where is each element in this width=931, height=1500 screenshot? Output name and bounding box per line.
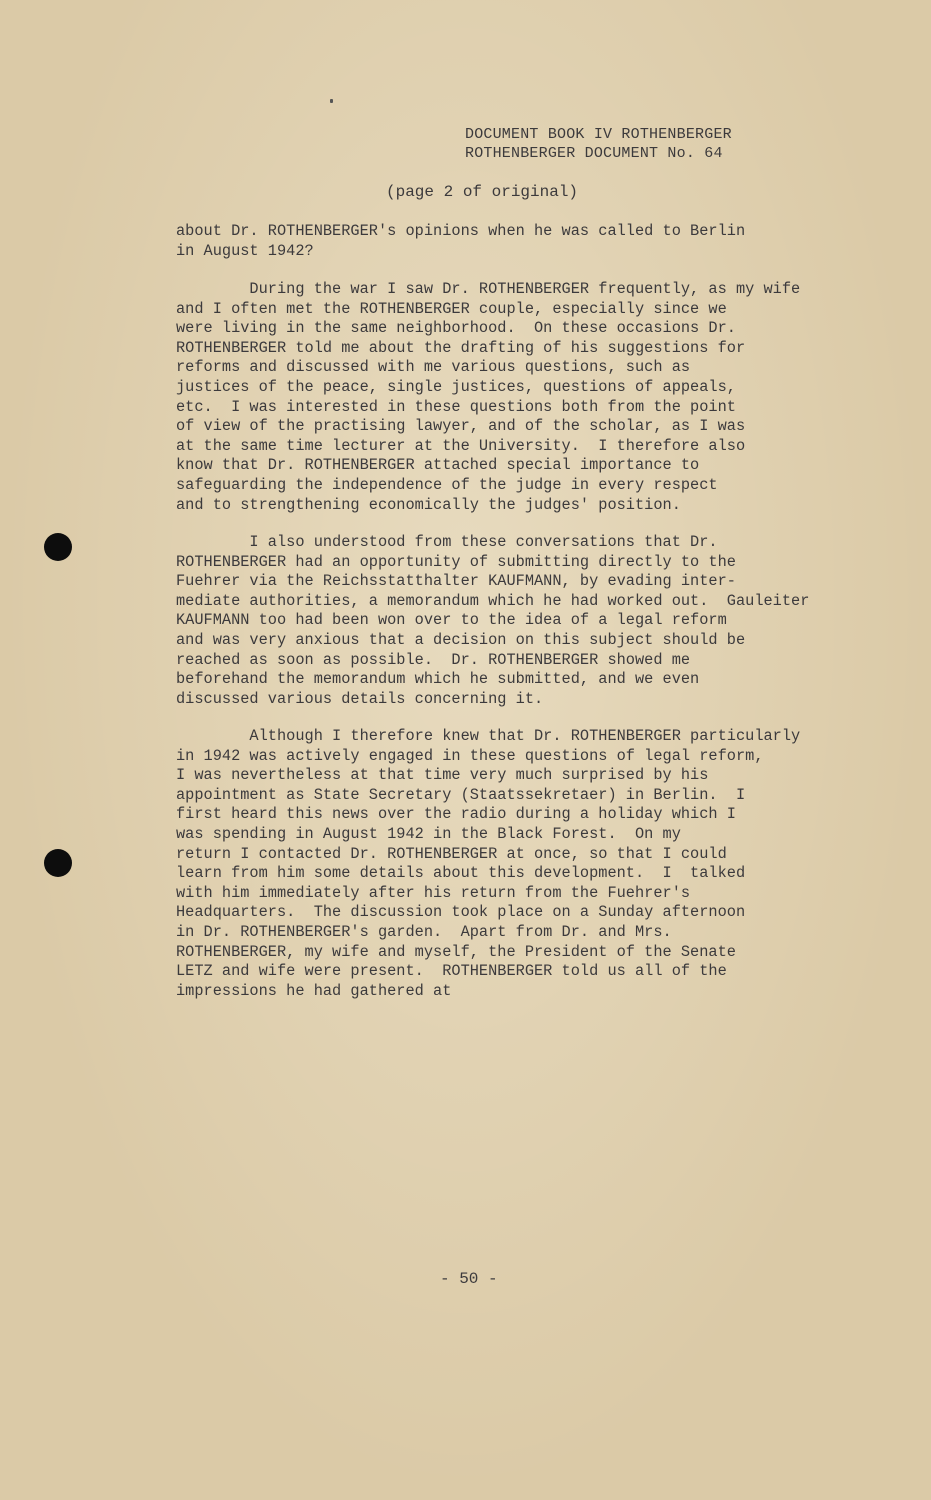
- punch-hole-upper: [44, 533, 72, 561]
- text-line: with him immediately after his return from the Fuehrer's: [176, 883, 691, 902]
- text-line: know that Dr. ROTHENBERGER attached special importance to: [176, 456, 700, 475]
- text-line: and to strengthening economically the judges' position.: [176, 495, 681, 514]
- paper-speck: [330, 99, 333, 103]
- text-line: Headquarters. The discussion took place on a Sunday afternoon: [176, 903, 746, 922]
- page-note: (page 2 of original): [386, 183, 579, 201]
- text-line: ROTHENBERGER told me about the drafting of his suggestions for: [176, 338, 746, 357]
- text-line: in August 1942?: [176, 241, 314, 260]
- text-line: beforehand the memorandum which he submitted, and we even: [176, 670, 700, 689]
- paragraph-1: [176, 222, 856, 261]
- text-line: LETZ and wife were present. ROTHENBERGER told us all of the: [176, 962, 727, 981]
- text-line: justices of the peace, single justices, questions of appeals,: [176, 377, 736, 396]
- text-line: etc. I was interested in these questions both from the point: [176, 397, 736, 416]
- text-line: mediate authorities, a memorandum which he had worked out. Gauleiter: [176, 591, 810, 610]
- text-line: first heard this news over the radio during a holiday which I: [176, 805, 736, 824]
- header-document-number: ROTHENBERGER DOCUMENT No. 64: [465, 145, 723, 162]
- text-line: at the same time lecturer at the University. I therefore also: [176, 436, 746, 455]
- paragraph-4: [176, 727, 856, 1001]
- text-line: I was nevertheless at that time very much surprised by his: [176, 766, 709, 785]
- text-line: return I contacted Dr. ROTHENBERGER at once, so that I could: [176, 844, 727, 863]
- text-line: I also understood from these conversations that Dr.: [176, 533, 718, 551]
- text-line: in Dr. ROTHENBERGER's garden. Apart from Dr. and Mrs.: [176, 922, 672, 941]
- text-line: of view of the practising lawyer, and of the scholar, as I was: [176, 417, 746, 436]
- paragraph-3: [176, 533, 856, 709]
- text-line: Although I therefore knew that Dr. ROTHENBERGER particularly: [176, 727, 801, 745]
- text-line: appointment as State Secretary (Staatssekretaer) in Berlin. I: [176, 785, 746, 804]
- text-line: ROTHENBERGER, my wife and myself, the President of the Senate: [176, 942, 736, 961]
- text-line: reforms and discussed with me various questions, such as: [176, 358, 691, 377]
- text-line: and I often met the ROTHENBERGER couple, especially since we: [176, 299, 727, 318]
- text-line: discussed various details concerning it.: [176, 689, 544, 708]
- text-line: impressions he had gathered at: [176, 981, 452, 1000]
- text-line: KAUFMANN too had been won over to the idea of a legal reform: [176, 611, 727, 630]
- text-line: Fuehrer via the Reichsstatthalter KAUFMANN, by evading inter-: [176, 572, 736, 591]
- text-line: were living in the same neighborhood. On these occasions Dr.: [176, 319, 736, 338]
- text-line: in 1942 was actively engaged in these questions of legal reform,: [176, 746, 764, 765]
- text-line: reached as soon as possible. Dr. ROTHENBERGER showed me: [176, 650, 691, 669]
- text-line: learn from him some details about this development. I talked: [176, 864, 746, 883]
- text-line: was spending in August 1942 in the Black Forest. On my: [176, 824, 681, 843]
- punch-hole-lower: [44, 849, 72, 877]
- text-line: safeguarding the independence of the judge in every respect: [176, 475, 718, 494]
- text-line: During the war I saw Dr. ROTHENBERGER frequently, as my wife: [176, 280, 801, 298]
- text-line: and was very anxious that a decision on this subject should be: [176, 630, 746, 649]
- paragraph-2: [176, 280, 856, 515]
- text-line: about Dr. ROTHENBERGER's opinions when he was called to Berlin: [176, 222, 746, 240]
- header-document-book: DOCUMENT BOOK IV ROTHENBERGER: [465, 126, 732, 143]
- text-line: ROTHENBERGER had an opportunity of submitting directly to the: [176, 552, 736, 571]
- page-number: - 50 -: [440, 1270, 498, 1288]
